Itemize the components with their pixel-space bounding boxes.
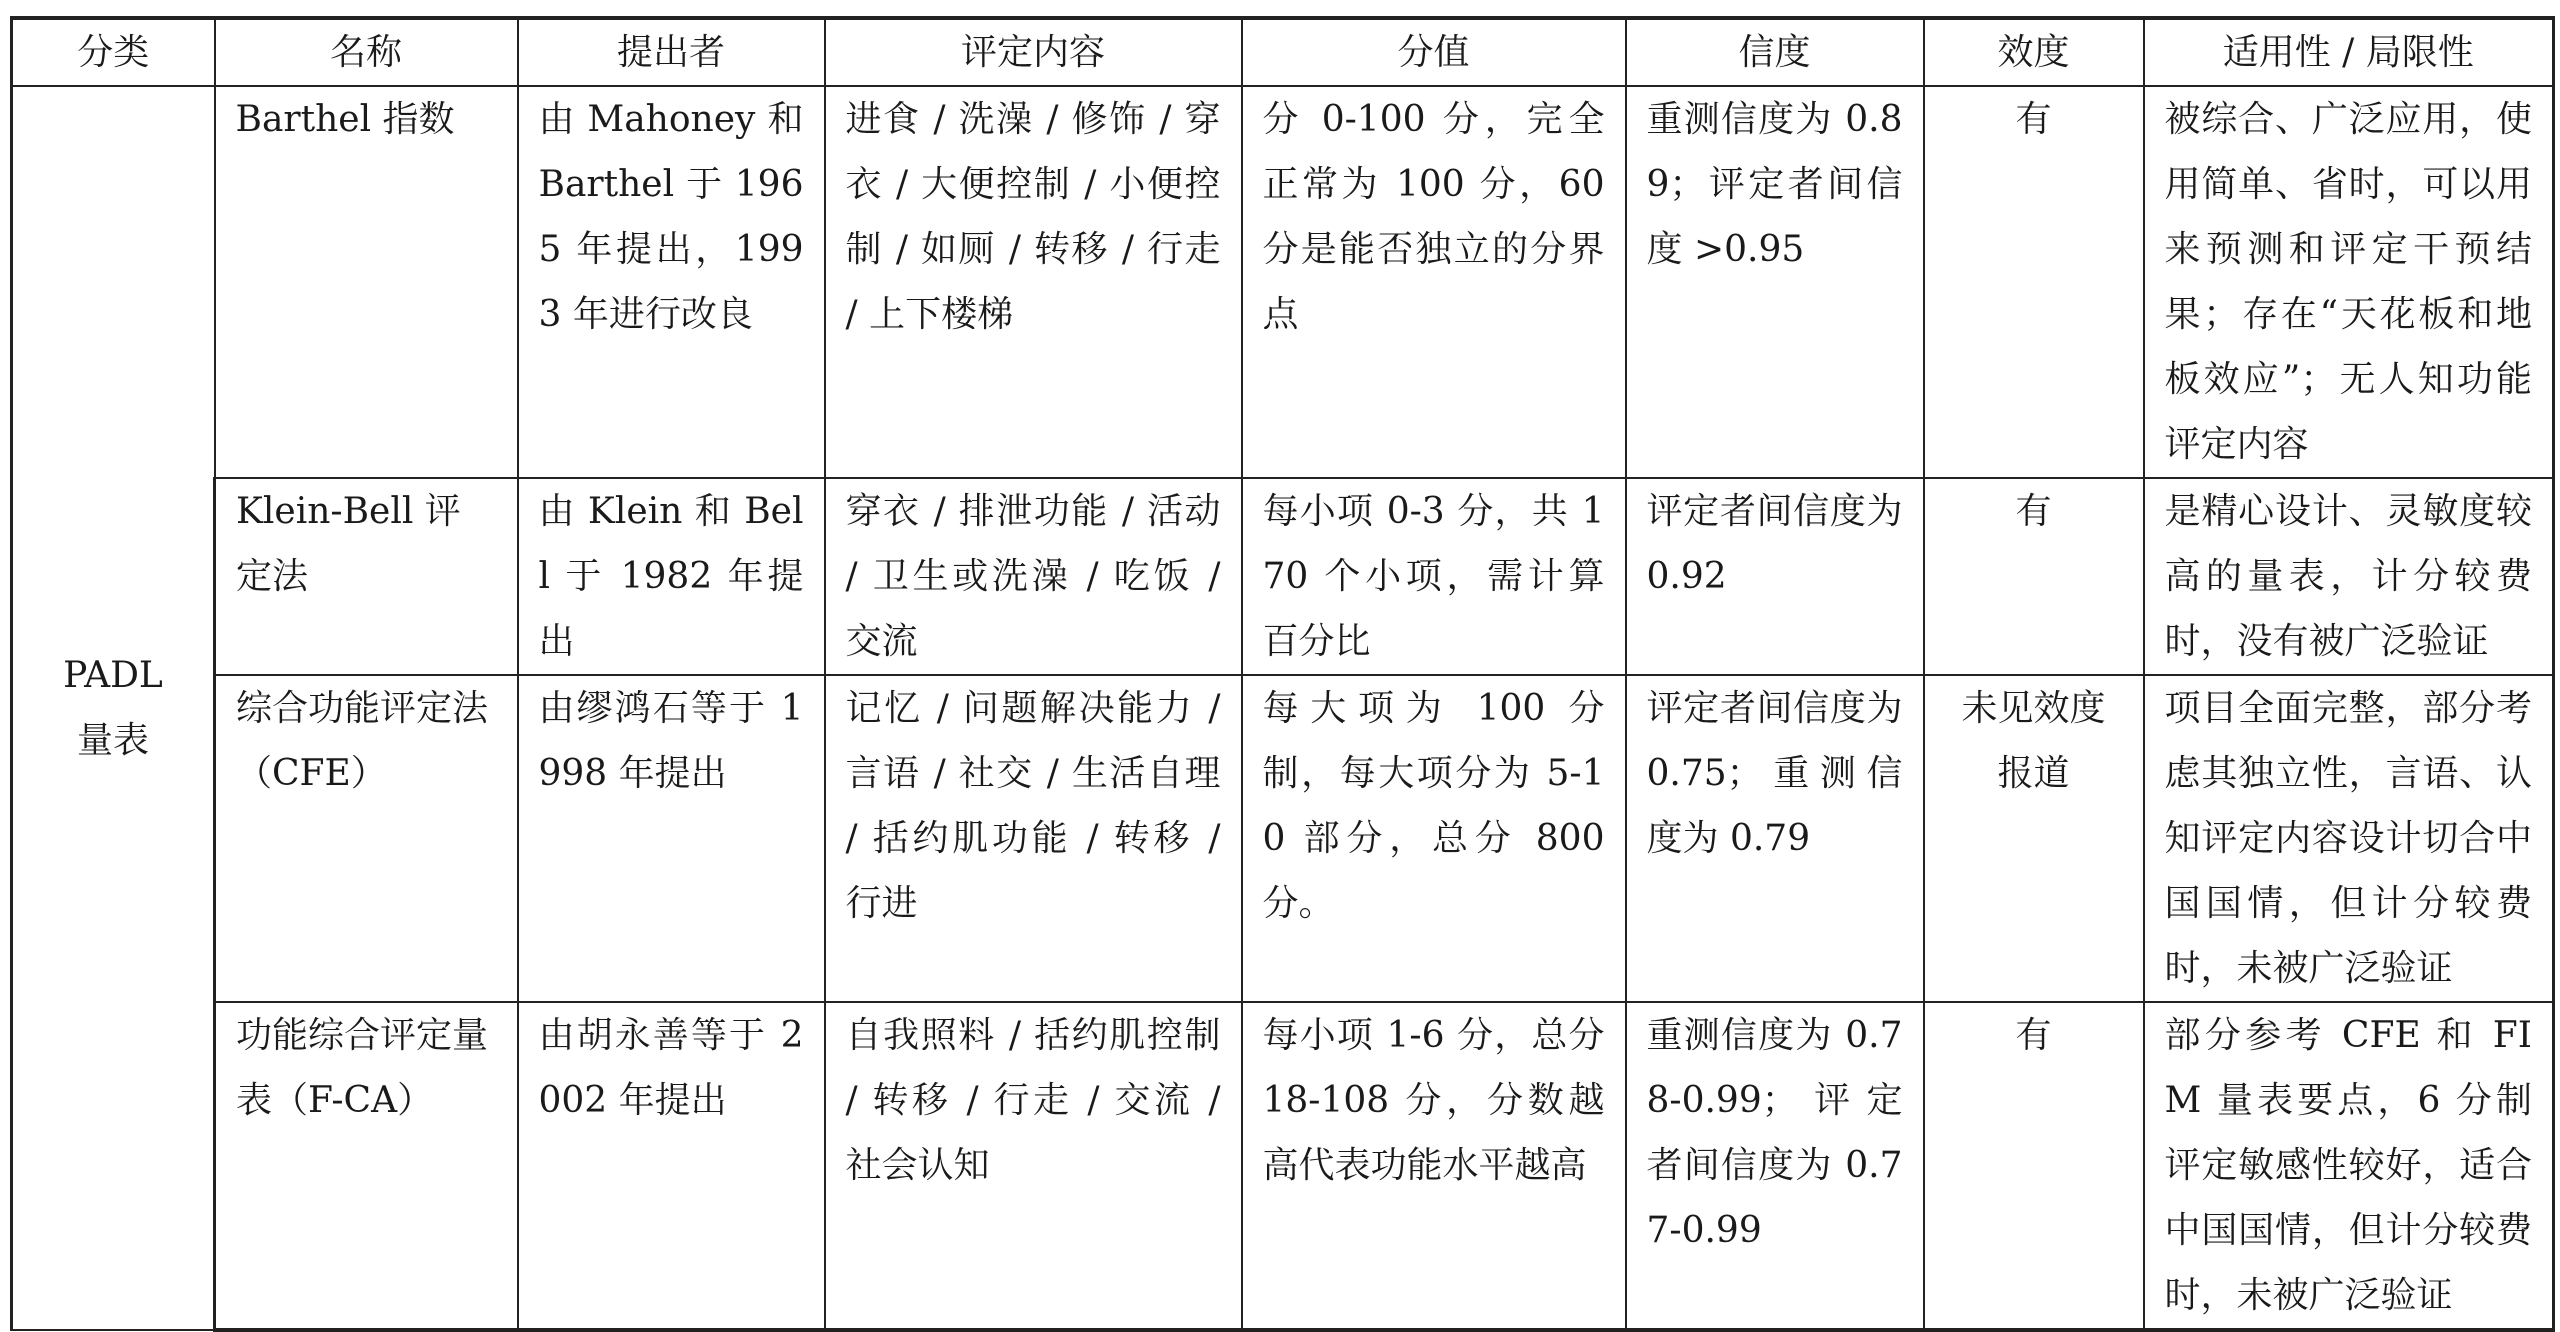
cell-proposer: 由 Klein 和 Bell 于 1982 年提出 bbox=[518, 478, 825, 675]
table-row bbox=[12, 86, 2554, 478]
document-page bbox=[10, 16, 2552, 1332]
header-name: 名称 bbox=[215, 18, 518, 86]
padl-scale-comparison-table bbox=[10, 16, 2555, 1332]
cell-applicability: 部分参考 CFE 和 FIM 量表要点，6 分制评定敏感性较好，适合中国国情，但计分较费时，未被广泛验证 bbox=[2144, 1002, 2554, 1330]
cell-proposer: 由 Mahoney 和 Barthel 于 1965 年提出，1993 年进行改良 bbox=[518, 86, 825, 478]
table-row bbox=[12, 478, 2554, 675]
category-line-2: 量表 bbox=[76, 720, 149, 761]
cell-applicability: 项目全面完整，部分考虑其独立性，言语、认知评定内容设计切合中国国情，但计分较费时，未被广泛验证 bbox=[2144, 675, 2554, 1002]
cell-reliability: 评定者间信度为 0.75；重测信度为 0.79 bbox=[1626, 675, 1924, 1002]
cell-name: 综合功能评定法（CFE） bbox=[215, 675, 518, 1002]
cell-content: 进食 / 洗澡 / 修饰 / 穿衣 / 大便控制 / 小便控制 / 如厕 / 转移 / 行走 / 上下楼梯 bbox=[825, 86, 1242, 478]
cell-applicability: 是精心设计、灵敏度较高的量表，计分较费时，没有被广泛验证 bbox=[2144, 478, 2554, 675]
cell-proposer: 由缪鸿石等于 1998 年提出 bbox=[518, 675, 825, 1002]
cell-reliability: 重测信度为 0.89；评定者间信度 >0.95 bbox=[1626, 86, 1924, 478]
header-category: 分类 bbox=[12, 18, 215, 86]
header-applicability: 适用性 / 局限性 bbox=[2144, 18, 2554, 86]
header-proposer: 提出者 bbox=[518, 18, 825, 86]
cell-content: 记忆 / 问题解决能力 / 言语 / 社交 / 生活自理 / 括约肌功能 / 转移 / 行进 bbox=[825, 675, 1242, 1002]
category-cell bbox=[12, 86, 215, 1330]
table-row bbox=[12, 675, 2554, 1002]
header-validity: 效度 bbox=[1924, 18, 2144, 86]
cell-validity: 有 bbox=[1924, 478, 2144, 675]
cell-score: 每小项 1-6 分，总分 18-108 分，分数越高代表功能水平越高 bbox=[1242, 1002, 1626, 1330]
header-content: 评定内容 bbox=[825, 18, 1242, 86]
cell-validity: 未见效度报道 bbox=[1924, 675, 2144, 1002]
cell-name: 功能综合评定量表（F-CA） bbox=[215, 1002, 518, 1330]
cell-score: 每大项为 100 分制，每大项分为 5-10 部分，总分 800 分。 bbox=[1242, 675, 1626, 1002]
header-score: 分值 bbox=[1242, 18, 1626, 86]
table-header-row bbox=[12, 18, 2554, 86]
header-reliability: 信度 bbox=[1626, 18, 1924, 86]
cell-proposer: 由胡永善等于 2002 年提出 bbox=[518, 1002, 825, 1330]
cell-score: 每小项 0-3 分，共 170 个小项，需计算百分比 bbox=[1242, 478, 1626, 675]
cell-reliability: 重测信度为 0.78-0.99；评定者间信度为 0.77-0.99 bbox=[1626, 1002, 1924, 1330]
cell-validity: 有 bbox=[1924, 1002, 2144, 1330]
cell-name: Barthel 指数 bbox=[215, 86, 518, 478]
cell-reliability: 评定者间信度为 0.92 bbox=[1626, 478, 1924, 675]
cell-applicability: 被综合、广泛应用，使用简单、省时，可以用来预测和评定干预结果；存在“天花板和地板效应”；无人知功能评定内容 bbox=[2144, 86, 2554, 478]
category-line-1: PADL bbox=[63, 655, 163, 696]
cell-content: 穿衣 / 排泄功能 / 活动 / 卫生或洗澡 / 吃饭 / 交流 bbox=[825, 478, 1242, 675]
cell-validity: 有 bbox=[1924, 86, 2144, 478]
cell-name: Klein-Bell 评定法 bbox=[215, 478, 518, 675]
table-row bbox=[12, 1002, 2554, 1330]
cell-content: 自我照料 / 括约肌控制 / 转移 / 行走 / 交流 / 社会认知 bbox=[825, 1002, 1242, 1330]
cell-score: 分 0-100 分，完全正常为 100 分，60 分是能否独立的分界点 bbox=[1242, 86, 1626, 478]
